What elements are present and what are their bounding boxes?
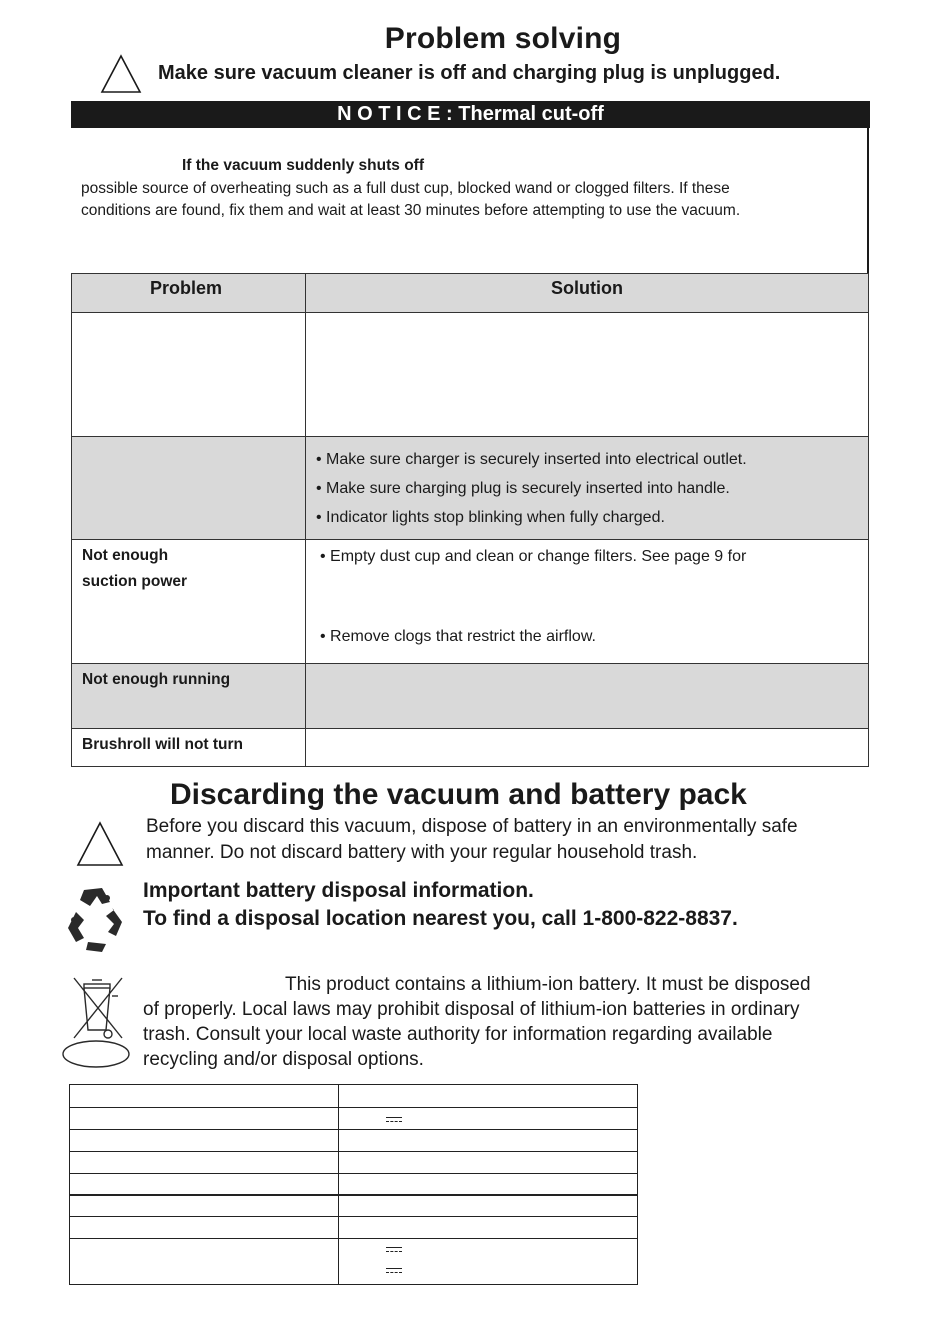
solution-item: • Make sure charging plug is securely inserted into handle. (316, 480, 730, 497)
crossed-out-bin-icon (62, 972, 136, 1072)
problem-cell: Brushroll will not turn (82, 736, 244, 753)
problem-cell (82, 543, 187, 595)
lithium-line: This product contains a lithium-ion battery. It must be disposed (285, 974, 811, 995)
recycle-icon (62, 882, 132, 954)
dc-current-icon (386, 1117, 402, 1122)
table-row-line (70, 1194, 637, 1196)
notice-text (81, 178, 861, 222)
problem-cell: Not enough running (82, 671, 231, 688)
warning-triangle-icon (99, 53, 143, 95)
warning-triangle-icon (75, 820, 125, 868)
problem-line: Not enough (82, 547, 169, 564)
notice-lead: If the vacuum suddenly shuts off (182, 157, 424, 174)
table-row (72, 663, 868, 728)
lithium-line: trash. Consult your local waste authority for information regarding available (143, 1024, 773, 1045)
table-row-line (70, 1216, 637, 1217)
solution-item: • Empty dust cup and clean or change filters. See page 9 for (320, 548, 747, 565)
notice-bar: N O T I C E : Thermal cut-off (71, 101, 870, 128)
table-row (72, 539, 868, 663)
solution-item: • Remove clogs that restrict the airflow. (320, 628, 596, 645)
table-row (72, 312, 868, 436)
safety-warning: Make sure vacuum cleaner is off and charging plug is unplugged. (158, 62, 781, 84)
column-header-problem: Problem (150, 278, 223, 298)
solution-item: • Indicator lights stop blinking when fully charged. (316, 509, 665, 526)
table-row (72, 436, 868, 539)
discard-line: Before you discard this vacuum, dispose of battery in an environmentally safe (146, 816, 798, 837)
lithium-line: recycling and/or disposal options. (143, 1049, 424, 1070)
table-row-line (70, 1151, 637, 1152)
solution-item: • Make sure charger is securely inserted into electrical outlet. (316, 451, 747, 468)
problem-line: suction power (82, 573, 188, 590)
table-row-line (70, 1107, 637, 1108)
table-row-line (70, 1238, 637, 1239)
specification-table (69, 1084, 638, 1285)
dc-current-icon (386, 1268, 402, 1273)
table-header-row (72, 274, 868, 312)
table-row (72, 728, 868, 768)
solution-cell (316, 445, 747, 532)
problem-solution-table (71, 273, 869, 767)
page-title: Problem solving (384, 22, 622, 55)
battery-info-line: To find a disposal location nearest you, call 1-800-822-8837. (143, 907, 738, 930)
table-row-line (70, 1173, 637, 1174)
lithium-ion-text (143, 972, 863, 1072)
battery-info (143, 877, 738, 933)
dc-current-icon (386, 1247, 402, 1252)
battery-info-line: Important battery disposal information. (143, 879, 534, 902)
discard-line: manner. Do not discard battery with your regular household trash. (146, 842, 698, 863)
discard-text (146, 814, 866, 866)
table-divider (305, 274, 306, 766)
column-header-solution: Solution (551, 278, 623, 298)
notice-line: possible source of overheating such as a full dust cup, blocked wand or clogged filters. If these (81, 180, 730, 197)
lithium-line: of properly. Local laws may prohibit disposal of lithium-ion batteries in ordinary (143, 999, 800, 1020)
table-divider (338, 1085, 339, 1284)
notice-line: conditions are found, fix them and wait at least 30 minutes before attempting to use the vacuum. (81, 202, 741, 219)
discard-title: Discarding the vacuum and battery pack (170, 778, 747, 811)
table-row-line (70, 1129, 637, 1130)
